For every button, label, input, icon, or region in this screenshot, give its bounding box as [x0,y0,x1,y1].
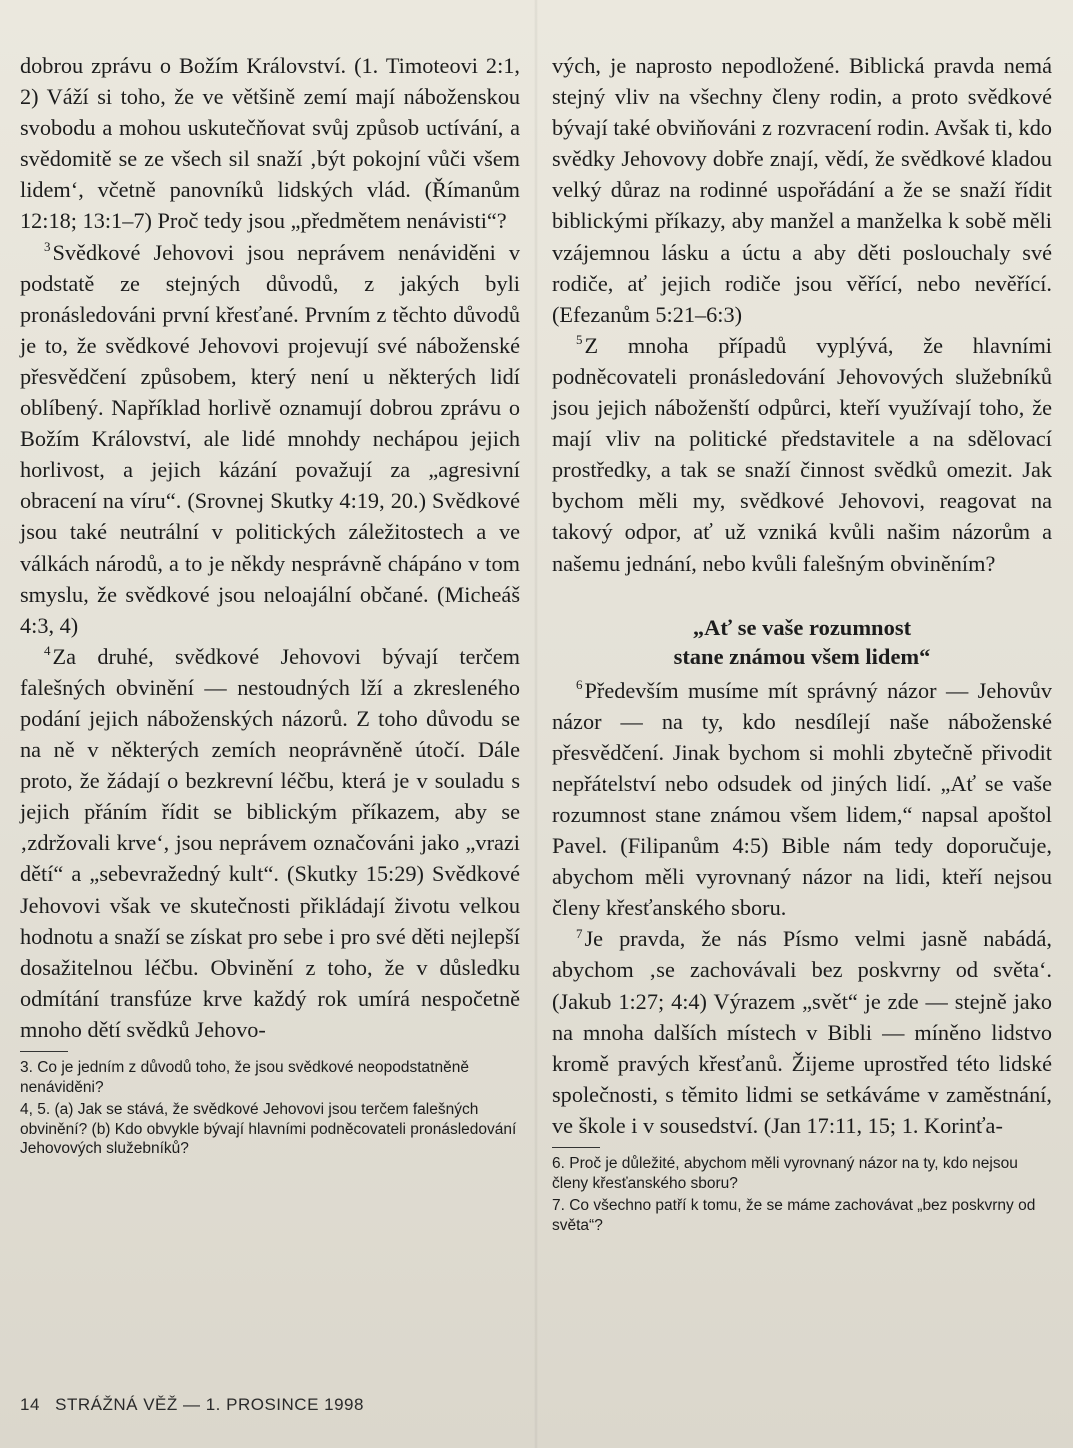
paragraph-text: Je pravda, že nás Písmo velmi jasně nabádá, abychom ‚se zachovávali bez poskvrny od světa‘. (Jakub 1:27; 4:4) Výrazem „svět“ je zde — stejně jako na mnoha dalších místech v Bibli — míněno lidstvo kromě pravých křesťanů. Žijeme uprostřed této lidské společnosti, s těmito lidmi se setkáváme v zaměstnání, ve škole i v sousedství. (Jan 17:11, 15; 1. Korinťa- [552,926,1052,1138]
paragraph-number: 7 [576,925,583,941]
subheading-line: „Ať se vaše rozumnost [692,614,912,640]
section-subheading [552,613,1052,671]
paragraph-number: 5 [576,332,583,348]
paragraph-number: 4 [44,643,51,659]
right-body-text [552,50,1052,579]
left-column [20,50,520,1162]
footnote-divider [20,1051,68,1052]
paragraph-number: 6 [576,677,583,693]
footnote-divider [552,1147,600,1148]
paragraph-continued [20,50,520,237]
study-questions-right [552,1154,1052,1235]
paragraph-continued [552,50,1052,330]
paragraph-4 [20,641,520,1045]
paragraph-text: Především musíme mít správný názor — Jehovův názor — na ty, kdo nesdílejí naše náboženské přesvědčení. Jinak bychom si mohli zbytečně přivodit nepřátelství nebo odsudek od jiných lidí. „Ať se vaše rozumnost stane známou všem lidem,“ napsal apoštol Pavel. (Filipanům 4:5) Bible nám tedy doporučuje, abychom měli vyrovnaný názor na lidi, kteří nejsou členy křesťanského sboru. [552,677,1052,921]
paragraph-text: dobrou zprávu o Božím Království. (1. Timoteovi 2:1, 2) Váží si toho, že ve většině zemí mají náboženskou svobodu a mohou uskutečňovat svůj způsob uctívání, a svědomitě se ze všech sil snaží ‚být pokojní vůči všem lidem‘, včetně panovníků lidských vlád. (Římanům 12:18; 13:1–7) Proč tedy jsou „předmětem nenávisti“? [20,53,520,234]
study-questions-left [20,1058,520,1159]
paragraph-3 [20,237,520,641]
page-number: 14 [20,1395,40,1414]
study-question: 7. Co všechno patří k tomu, že se máme zachovávat „bez poskvrny od světa“? [552,1197,1036,1234]
paragraph-7 [552,923,1052,1141]
paragraph-5 [552,330,1052,579]
paragraph-text: Za druhé, svědkové Jehovovi bývají terčem falešných obvinění — nestoudných lží a zkresleného podání jejich náboženských názorů. Z toho důvodu se na ně v některých zemích neoprávněně útočí. Dále proto, že žádají o bezkrevní léčbu, která je v souladu s jejich přáním řídit se biblickým příkazem, aby se ‚zdržovali krve‘, jsou neprávem označováni jako „vrazi dětí“ a „sebevražedný kult“. (Skutky 15:29) Svědkové Jehovovi však ve skutečnosti přikládají životu velkou hodnotu a snaží se získat pro sebe i pro své děti nejlepší dosažitelnou léčbu. Obvinění z toho, že v důsledku odmítání transfúze krve každý rok umírá nespočetně mnoho dětí svědků Jehovo- [20,643,520,1042]
left-body-text [20,50,520,1045]
paragraph-text: vých, je naprosto nepodložené. Biblická pravda nemá stejný vliv na všechny členy rodin, a proto svědkové bývají také obviňováni z rozvracení rodin. Avšak ti, kdo svědky Jehovovy dobře znají, vědí, že svědkové kladou velký důraz na rodinné uspořádání a že se snaží řídit biblickými příkazy, aby manžel a manželka k sobě měli vzájemnou lásku a úctu a aby děti poslouchaly své rodiče, ať jejich rodiče jsou věřící, nebo nevěřící. (Efezanům 5:21–6:3) [552,53,1052,327]
page-gutter-shadow [534,0,538,1448]
subheading-line: stane známou všem lidem“ [673,643,931,669]
paragraph-text: Svědkové Jehovovi jsou neprávem nenáviděni v podstatě ze stejných důvodů, z jakých byli pronásledováni první křesťané. Prvním z těchto důvodů je to, že svědkové Jehovovi projevují své náboženské přesvědčení způsobem, který není u některých lidí oblíbený. Například horlivě oznamují dobrou zprávu o Božím Království, ale lidé mnohdy nechápou jejich horlivost, a jejich kázání považují za „agresivní obracení na víru“. (Srovnej Skutky 4:19, 20.) Svědkové jsou také neutrální v politických záležitostech a ve válkách národů, a to je někdy nesprávně chápáno v tom smyslu, že svědkové jsou neloajální občané. (Micheáš 4:3, 4) [20,239,520,638]
paragraph-number: 3 [44,239,51,255]
paragraph-text: Z mnoha případů vyplývá, že hlavními podněcovateli pronásledování Jehovových služebníků jsou jejich náboženští odpůrci, kteří využívají toho, že mají vliv na politické představitele a na sdělovací prostředky, a tak se snaží činnost svědků omezit. Jak bychom měli my, svědkové Jehovovi, reagovat na takový odpor, ať už vzniká kvůli našim názorům a našemu jednání, nebo kvůli falešným obviněním? [552,332,1052,576]
right-column [552,50,1052,1238]
study-question: 6. Proč je důležité, abychom měli vyrovnaný názor na ty, kdo nejsou členy křesťanského sboru? [552,1155,1018,1192]
publication-title: STRÁŽNÁ VĚŽ — 1. PROSINCE 1998 [55,1395,364,1414]
page-footer [20,1395,364,1415]
right-body-text-2 [552,675,1052,1141]
study-question: 3. Co je jedním z důvodů toho, že jsou svědkové neopodstatněně nenáviděni? [20,1059,469,1096]
study-question: 4, 5. (a) Jak se stává, že svědkové Jehovovi jsou terčem falešných obvinění? (b) Kdo obvykle bývají hlavními podněcovateli pronásledování Jehovových služebníků? [20,1101,517,1157]
paragraph-6 [552,675,1052,924]
